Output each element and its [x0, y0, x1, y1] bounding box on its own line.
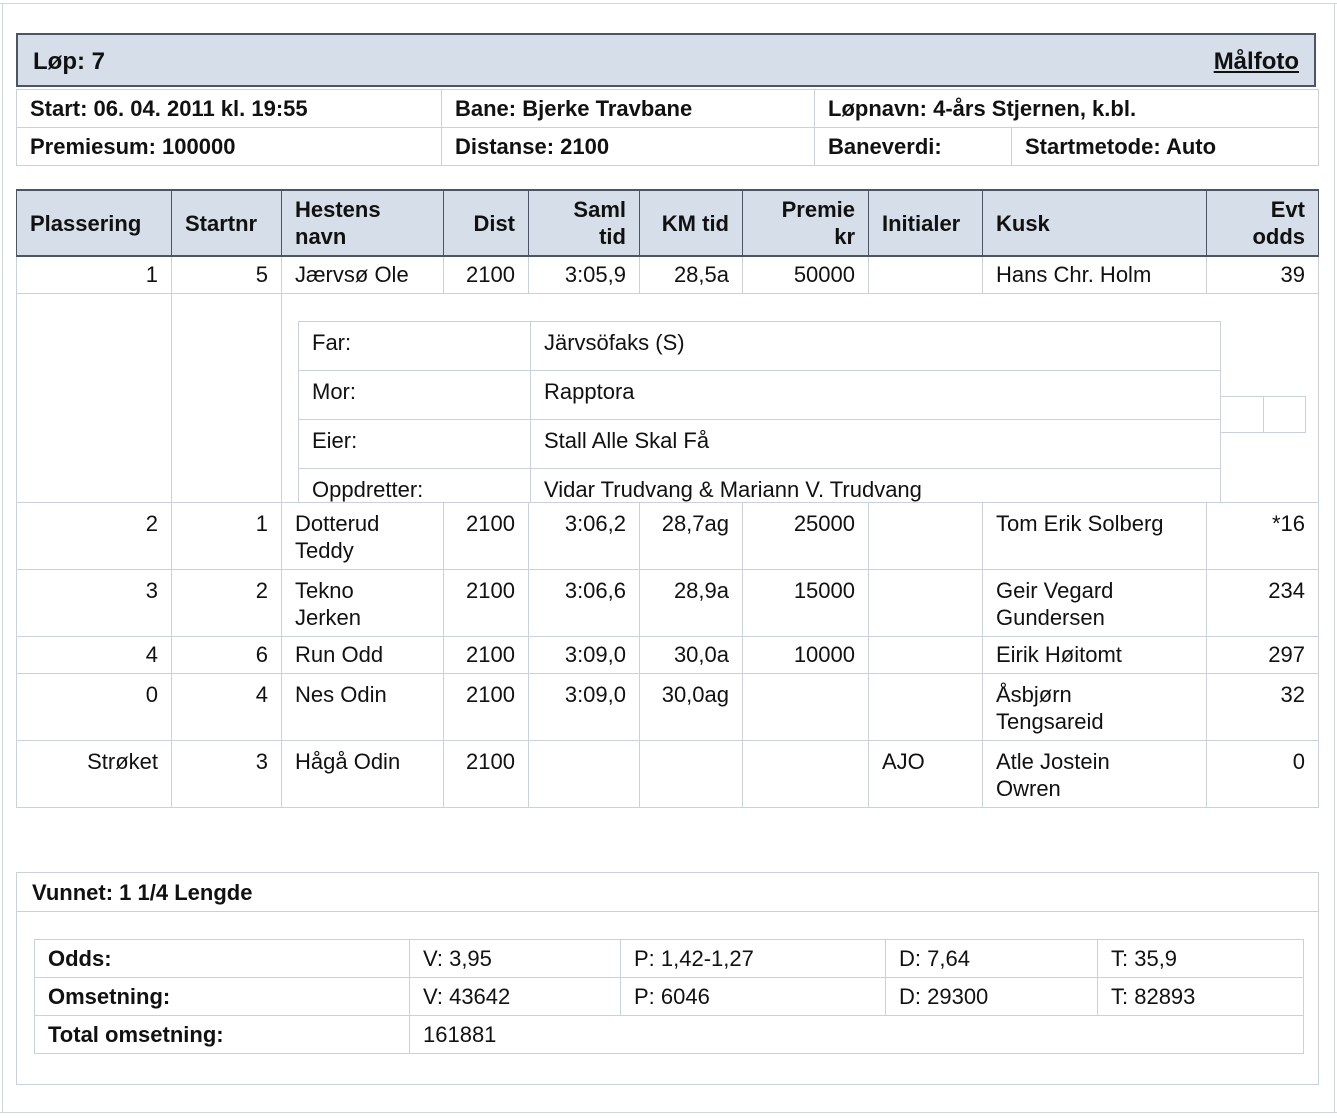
- cell-km-tid: 30,0ag: [640, 674, 743, 741]
- cell-km-tid: 28,5a: [640, 256, 743, 294]
- cell-odds: 234: [1207, 570, 1319, 637]
- oppdretter-value: Vidar Trudvang & Mariann V. Trudvang: [531, 469, 1221, 503]
- cell-saml-tid: 3:06,6: [529, 570, 640, 637]
- cell-saml-tid: 3:05,9: [529, 256, 640, 294]
- odds-v: V: 3,95: [410, 940, 621, 978]
- cell-plassering: 4: [17, 637, 172, 674]
- photo-finish-link[interactable]: Målfoto: [1213, 48, 1299, 75]
- cell-horse-name: Tekno Jerken: [282, 570, 444, 637]
- result-row: [17, 256, 1319, 294]
- distance: Distanse: 2100: [442, 128, 815, 166]
- cell-plassering: 0: [17, 674, 172, 741]
- total-turnover-label: Total omsetning:: [35, 1016, 410, 1054]
- cell-initialer: [869, 674, 983, 741]
- cell-horse-name: Jærvsø Ole: [282, 256, 444, 294]
- cell-horse-name: Run Odd: [282, 637, 444, 674]
- page-border-top: [0, 3, 1337, 4]
- turnover-v: V: 43642: [410, 978, 621, 1016]
- cell-saml-tid: 3:09,0: [529, 637, 640, 674]
- result-row: [17, 503, 1319, 570]
- prize-sum: Premiesum: 100000: [17, 128, 442, 166]
- cell-startnr: 4: [172, 674, 282, 741]
- cell-premie: 25000: [743, 503, 869, 570]
- col-dist: Dist: [444, 190, 529, 256]
- pedigree-extra-cells: [1220, 396, 1306, 433]
- col-plassering: Plassering: [17, 190, 172, 256]
- cell-saml-tid: [529, 741, 640, 808]
- start-time: Start: 06. 04. 2011 kl. 19:55: [17, 90, 442, 128]
- col-premie: Premie kr: [743, 190, 869, 256]
- cell-km-tid: 28,7ag: [640, 503, 743, 570]
- result-row: [17, 674, 1319, 741]
- results-table: [16, 189, 1319, 808]
- race-info-table: [16, 89, 1319, 166]
- cell-kusk: Åsbjørn Tengsareid: [983, 674, 1207, 741]
- cell-startnr: 6: [172, 637, 282, 674]
- far-value: Järvsöfaks (S): [531, 322, 1221, 371]
- odds-t: T: 35,9: [1098, 940, 1304, 978]
- pedigree-row-mor: [299, 371, 1221, 420]
- cell-startnr: 1: [172, 503, 282, 570]
- cell-odds: *16: [1207, 503, 1319, 570]
- result-row: [17, 741, 1319, 808]
- cell-odds: 39: [1207, 256, 1319, 294]
- won-by-row: [17, 873, 1318, 912]
- cell-odds: 32: [1207, 674, 1319, 741]
- cell-premie: [743, 674, 869, 741]
- results-header-row: [17, 190, 1319, 256]
- page-border-left: [2, 3, 3, 1113]
- odds-p: P: 1,42-1,27: [621, 940, 886, 978]
- cell-premie: 50000: [743, 256, 869, 294]
- race-name: Løpnavn: 4-års Stjernen, k.bl.: [815, 90, 1319, 128]
- cell-startnr: 5: [172, 256, 282, 294]
- cell-saml-tid: 3:09,0: [529, 674, 640, 741]
- cell-horse-name: Hågå Odin: [282, 741, 444, 808]
- cell-saml-tid: 3:06,2: [529, 503, 640, 570]
- cell-initialer: [869, 570, 983, 637]
- cell-dist: 2100: [444, 256, 529, 294]
- odds-d: D: 7,64: [886, 940, 1098, 978]
- col-evt-odds: Evt odds: [1207, 190, 1319, 256]
- cell-dist: 2100: [444, 503, 529, 570]
- pedigree-panel: [282, 294, 1319, 502]
- page-border-bottom: [0, 1112, 1337, 1113]
- mor-label: Mor:: [299, 371, 531, 420]
- col-saml-tid: Saml tid: [529, 190, 640, 256]
- turnover-p: P: 6046: [621, 978, 886, 1016]
- race-info-row: [17, 128, 1319, 166]
- race-info-row: [17, 90, 1319, 128]
- cell-premie: 15000: [743, 570, 869, 637]
- cell-kusk: Eirik Høitomt: [983, 637, 1207, 674]
- cell-horse-name: Nes Odin: [282, 674, 444, 741]
- result-row: [17, 570, 1319, 637]
- eier-label: Eier:: [299, 420, 531, 469]
- pedigree-spacer: [17, 294, 172, 503]
- turnover-t: T: 82893: [1098, 978, 1304, 1016]
- cell-initialer: [869, 637, 983, 674]
- cell-dist: 2100: [444, 741, 529, 808]
- cell-plassering: 2: [17, 503, 172, 570]
- cell-dist: 2100: [444, 674, 529, 741]
- turnover-label: Omsetning:: [35, 978, 410, 1016]
- summary-box: [16, 872, 1319, 1085]
- cell-premie: 10000: [743, 637, 869, 674]
- total-turnover-value: 161881: [410, 1016, 1304, 1054]
- cell-kusk: Hans Chr. Holm: [983, 256, 1207, 294]
- pedigree-cell: [282, 294, 1319, 503]
- odds-label: Odds:: [35, 940, 410, 978]
- cell-initialer: [869, 256, 983, 294]
- odds-table: [34, 939, 1304, 1054]
- pedigree-row-far: [299, 322, 1221, 371]
- pedigree-spacer: [172, 294, 282, 503]
- cell-dist: 2100: [444, 637, 529, 674]
- result-row: [17, 637, 1319, 674]
- pedigree-row-eier: [299, 420, 1221, 469]
- cell-odds: 297: [1207, 637, 1319, 674]
- cell-odds: 0: [1207, 741, 1319, 808]
- cell-initialer: [869, 503, 983, 570]
- cell-kusk: Atle Jostein Owren: [983, 741, 1207, 808]
- turnover-row: [35, 978, 1304, 1016]
- won-by-text: Vunnet: 1 1/4 Lengde: [32, 880, 253, 905]
- start-method: Startmetode: Auto: [1012, 128, 1319, 166]
- cell-initialer: AJO: [869, 741, 983, 808]
- mor-value: Rapptora: [531, 371, 1221, 420]
- cell-km-tid: 28,9a: [640, 570, 743, 637]
- cell-kusk: Tom Erik Solberg: [983, 503, 1207, 570]
- oppdretter-label: Oppdretter:: [299, 469, 531, 503]
- col-hestens-navn: Hestens navn: [282, 190, 444, 256]
- cell-dist: 2100: [444, 570, 529, 637]
- track-value: Baneverdi:: [815, 128, 1012, 166]
- far-label: Far:: [299, 322, 531, 371]
- col-startnr: Startnr: [172, 190, 282, 256]
- cell-premie: [743, 741, 869, 808]
- track-name: Bane: Bjerke Travbane: [442, 90, 815, 128]
- cell-km-tid: 30,0a: [640, 637, 743, 674]
- cell-startnr: 3: [172, 741, 282, 808]
- cell-plassering: 3: [17, 570, 172, 637]
- cell-plassering: 1: [17, 256, 172, 294]
- col-kusk: Kusk: [983, 190, 1207, 256]
- odds-row: [35, 940, 1304, 978]
- pedigree-row: [17, 294, 1319, 503]
- race-number: Løp: 7: [33, 48, 105, 75]
- cell-plassering: Strøket: [17, 741, 172, 808]
- page-border-right: [1334, 3, 1335, 1113]
- cell-kusk: Geir Vegard Gundersen: [983, 570, 1207, 637]
- pedigree-table: [298, 321, 1221, 503]
- race-header-bar: [16, 33, 1316, 87]
- cell-horse-name: Dotterud Teddy: [282, 503, 444, 570]
- eier-value: Stall Alle Skal Få: [531, 420, 1221, 469]
- total-turnover-row: [35, 1016, 1304, 1054]
- col-initialer: Initialer: [869, 190, 983, 256]
- pedigree-row-oppdretter: [299, 469, 1221, 503]
- turnover-d: D: 29300: [886, 978, 1098, 1016]
- col-km-tid: KM tid: [640, 190, 743, 256]
- cell-startnr: 2: [172, 570, 282, 637]
- cell-km-tid: [640, 741, 743, 808]
